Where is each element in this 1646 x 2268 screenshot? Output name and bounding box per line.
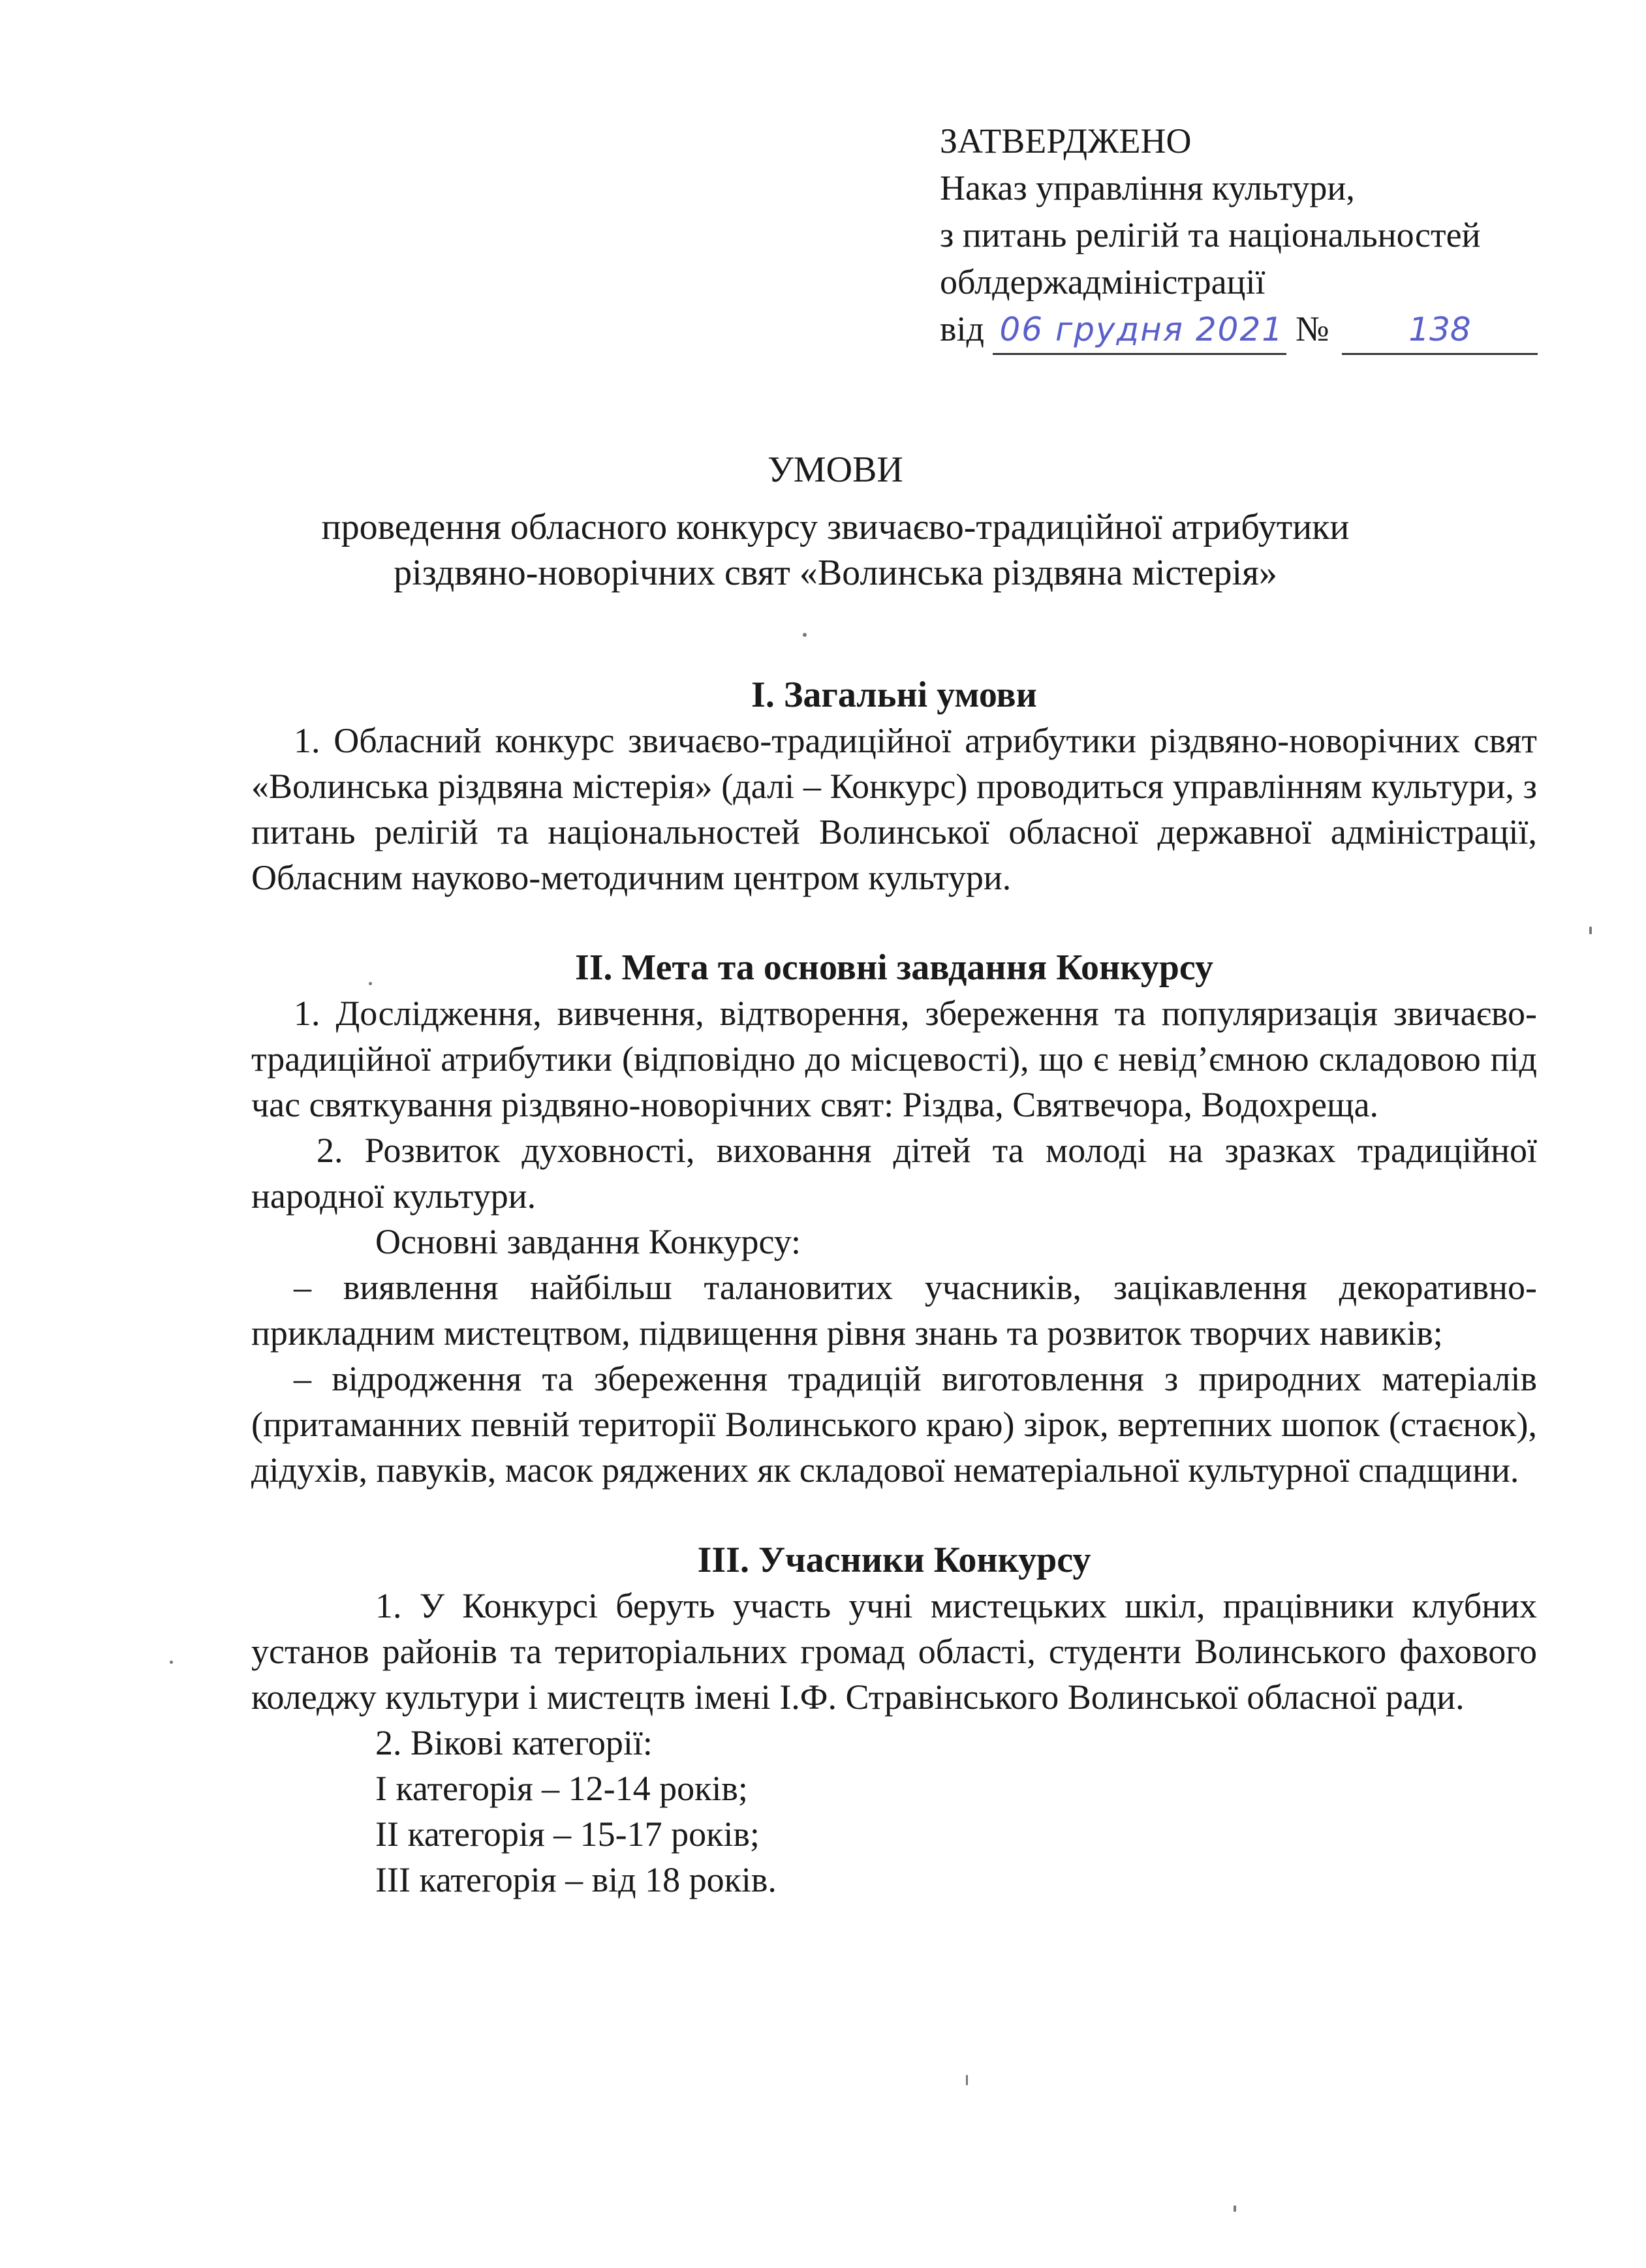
scan-speck (803, 633, 807, 637)
document-title (196, 447, 1475, 596)
title-sub-2: різдвяно-новорічних свят «Волинська різдвяна містерія» (394, 553, 1277, 593)
number-label: № (1295, 309, 1329, 348)
document-body (251, 672, 1537, 1903)
handwritten-date: 06 грудня 2021 (993, 306, 1286, 355)
section-2-task-2: – відродження та збереження традицій виготовлення з природних матеріалів (притаманних певній території Волинського краю) зірок, вертепних шопок (стаєнок), дідухів, павуків, масок ряджених як складової нематеріальної культурної спадщини. (251, 1359, 1537, 1490)
scan-speck (1234, 2205, 1236, 2212)
age-categories (251, 1720, 1537, 1903)
section-2-paragraph-2: 2. Розвиток духовності, виховання дітей та молоді на зразках традиційної народної культури. (251, 1131, 1537, 1216)
age-category-1: І категорія – 12-14 років; (375, 1769, 748, 1808)
approval-line-1: Наказ управління культури, (940, 168, 1355, 207)
approval-line-2: з питань релігій та національностей (940, 215, 1481, 254)
section-2-task-1: – виявлення найбільш талановитих учасників, зацікавлення декоративно-прикладним мистецтвом, підвищення рівня знань та розвиток творчих навиків; (251, 1268, 1537, 1353)
section-3-paragraph-1: 1. У Конкурсі беруть участь учні мистецьких шкіл, працівники клубних установ районів та територіальних громад області, студенти Волинського фахового коледжу культури і мистецтв імені І.Ф. Стравінського Волинської обласної ради. (251, 1586, 1537, 1717)
approval-date-line (940, 305, 1540, 355)
section-1-paragraph-1: 1. Обласний конкурс звичаєво-традиційної атрибутики різдвяно-новорічних свят «Волинська різдвяна містерія» (далі – Конкурс) проводиться управлінням культури, з питань релігій та національностей Волинської обласної державної адміністрації, Обласним науково-методичним центром культури. (251, 721, 1537, 897)
title-sub-1: проведення обласного конкурсу звичаєво-традиційної атрибутики (321, 507, 1350, 547)
section-3-heading: ІІІ. Учасники Конкурсу (697, 1540, 1091, 1580)
approval-stamp-block (940, 117, 1540, 355)
date-prefix: від (940, 309, 984, 348)
age-category-2: ІІ категорія – 15-17 років; (375, 1815, 760, 1854)
approval-line-3: облдержадміністрації (940, 262, 1266, 301)
title-main: УМОВИ (768, 450, 903, 490)
age-categories-label: 2. Вікові категорії: (375, 1723, 653, 1762)
handwritten-order-number: 138 (1342, 306, 1538, 355)
age-category-3: ІІІ категорія – від 18 років. (375, 1860, 777, 1899)
scan-speck (369, 982, 372, 985)
scan-speck (966, 2075, 968, 2085)
section-1-heading: І. Загальні умови (751, 675, 1037, 715)
section-2-paragraph-1: 1. Дослідження, вивчення, відтворення, збереження та популяризація звичаєво-традиційної атрибутики (відповідно до місцевості), що є невід’ємною складовою під час святкування різдвяно-новорічних свят: Різдва, Святвечора, Водохреща. (251, 994, 1537, 1124)
scan-speck (1589, 927, 1592, 934)
approval-heading: ЗАТВЕРДЖЕНО (940, 121, 1192, 161)
section-2-heading: ІІ. Мета та основні завдання Конкурсу (574, 947, 1214, 988)
section-2-tasks-label: Основні завдання Конкурсу: (375, 1222, 801, 1261)
scan-speck (170, 1661, 173, 1664)
